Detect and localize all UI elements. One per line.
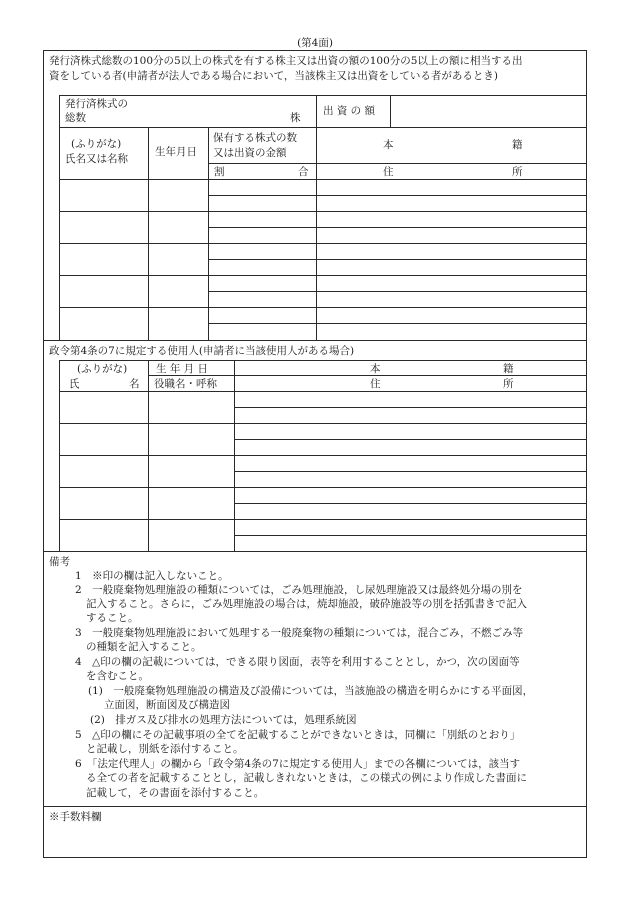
remark-line: 3 一般廃棄物処理施設において処理する一般廃棄物の種類については，混合ごみ，不燃ごみ等 — [75, 627, 524, 639]
col-ratio-a: 割 — [214, 166, 225, 178]
remark-line: を含むこと。 — [86, 670, 149, 682]
emp-col-address-a: 住 — [370, 378, 381, 390]
col-name: 氏名又は名称 — [65, 153, 128, 165]
total-shares-label-1: 発行済株式の — [65, 98, 128, 110]
emp-col-name-a: 氏 — [69, 378, 80, 390]
emp-col-name-b: 名 — [129, 378, 140, 390]
col-name-kana: (ふりがな) — [71, 138, 122, 150]
remark-line: (2) 排ガス及び排水の処理方法については，処理系統図 — [90, 714, 357, 726]
remark-line: 記載して，その書面を添付すること。 — [86, 787, 265, 799]
shareholder-heading-1: 発行済株式総数の100分の5以上の株式を有する株主又は出資の額の100分の5以上の額に相当する出 — [49, 55, 523, 67]
remark-line: (1) 一般廃棄物処理施設の構造及び設備については，当該施設の構造を明らかにする平面図， — [88, 685, 534, 697]
emp-col-position: 役職名・呼称 — [154, 378, 217, 390]
emp-col-address-b: 所 — [503, 378, 514, 390]
emp-col-domicile-b: 籍 — [503, 363, 514, 375]
col-address-a: 住 — [383, 166, 394, 178]
remark-line: 5 △印の欄にその記載事項の全てを記載することができないときは，同欄に「別紙のとおり」 — [75, 729, 521, 741]
shareholder-heading-2: 資をしている者(申請者が法人である場合において，当該株主又は出資をしている者があるとき) — [49, 70, 498, 82]
fee-label: ※手数料欄 — [49, 811, 102, 823]
page-label: (第4面) — [297, 37, 333, 49]
capital-amount-label: 出 資 の 額 — [323, 105, 376, 117]
col-birthdate: 生年月日 — [155, 146, 197, 158]
emp-col-birthdate: 生 年 月 日 — [156, 363, 209, 375]
employee-heading: 政令第4条の7に規定する使用人(申請者に当該使用人がある場合) — [49, 345, 355, 357]
remark-line: 2 一般廃棄物処理施設の種類については，ごみ処理施設，し尿処理施設又は最終処分場の別を — [75, 584, 523, 596]
remark-line: る全ての者を記載することとし，記載しきれないときは，この様式の例により作成した書面に — [86, 772, 527, 784]
total-shares-label-2: 総数 — [65, 112, 86, 124]
emp-col-name-kana: (ふりがな) — [77, 363, 128, 375]
remark-line: 立面図，断面図及び構造図 — [104, 699, 230, 711]
col-holding-2: 又は出資の金額 — [213, 147, 287, 159]
fee-field[interactable] — [44, 826, 586, 857]
remark-line: 6 「法定代理人」の欄から「政令第4条の7に規定する使用人」までの各欄については，該当す — [75, 758, 521, 770]
remark-line: すること。 — [86, 612, 139, 624]
remark-line: と記載し，別紙を添付すること。 — [86, 743, 244, 755]
remark-line: 1 ※印の欄は記入しないこと。 — [75, 570, 229, 582]
remark-line: の種類を記入すること。 — [86, 641, 202, 653]
emp-col-domicile-a: 本 — [370, 363, 381, 375]
col-address-b: 所 — [512, 166, 523, 178]
remark-line: 記入すること。さらに，ごみ処理施設の場合は，焼却施設，破砕施設等の別を括弧書きで記入 — [86, 598, 527, 610]
remark-line: 4 △印の欄の記載については，できる限り図面，表等を利用することとし，かつ，次の図面等 — [75, 656, 520, 668]
col-domicile-a: 本 — [383, 139, 394, 151]
col-domicile-b: 籍 — [512, 139, 523, 151]
shares-unit: 株 — [290, 112, 301, 124]
col-ratio-b: 合 — [298, 166, 309, 178]
col-holding-1: 保有する株式の数 — [213, 132, 297, 144]
remarks-title: 備考 — [49, 556, 70, 568]
